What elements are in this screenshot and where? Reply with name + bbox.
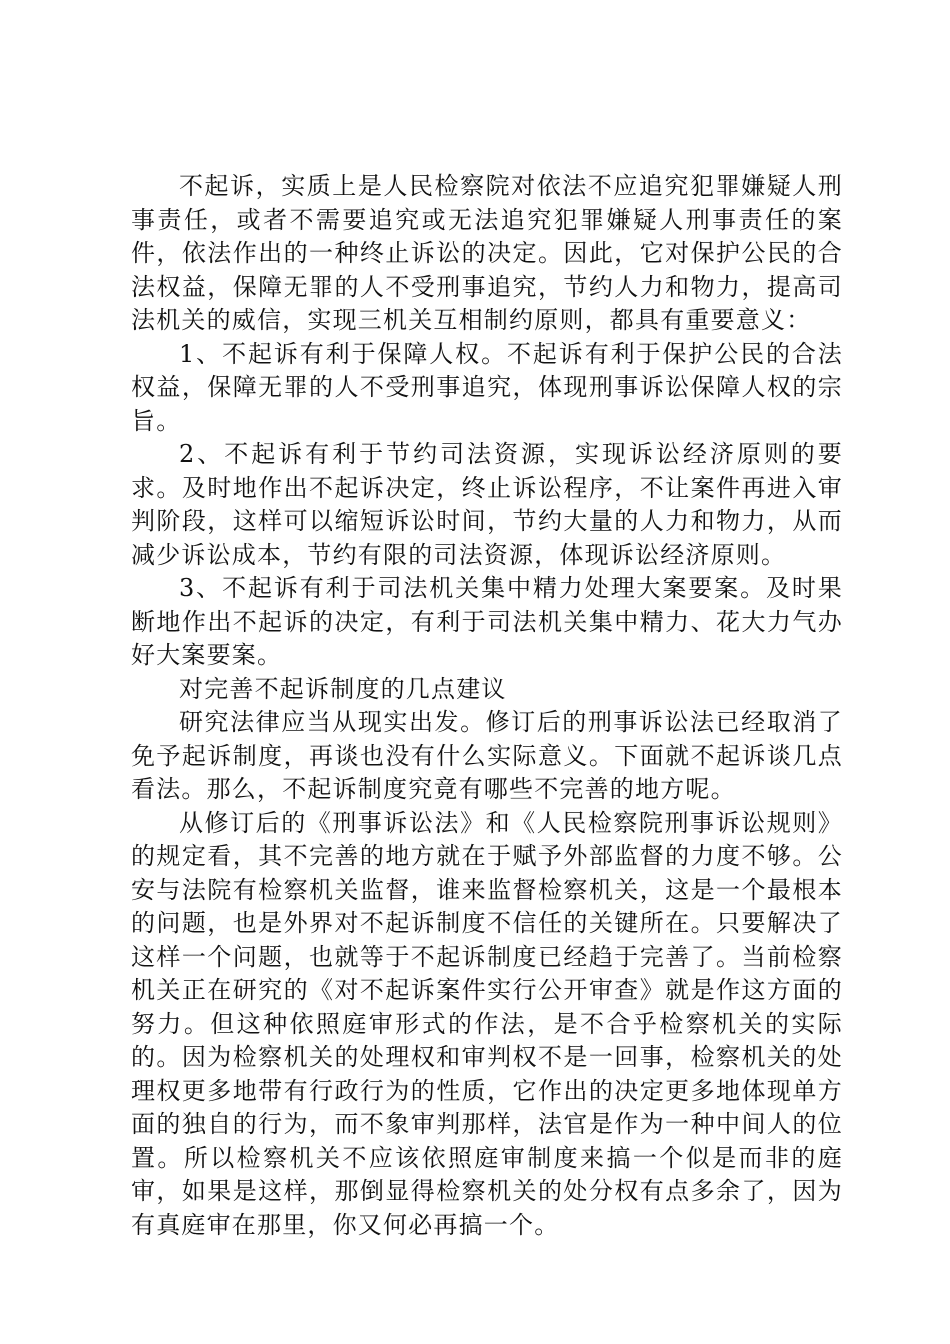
paragraph-point-1: 1、不起诉有利于保障人权。不起诉有利于保护公民的合法权益，保障无罪的人不受刑事追究，体现刑事诉讼保障人权的宗旨。 <box>131 339 843 435</box>
section-heading: 对完善不起诉制度的几点建议 <box>179 674 507 703</box>
paragraph-intro: 不起诉，实质上是人民检察院对依法不应追究犯罪嫌疑人刑事责任，或者不需要追究或无法追究犯罪嫌疑人刑事责任的案件，依法作出的一种终止诉讼的决定。因此，它对保护公民的合法权益，保障无罪的人不受刑事追究，节约人力和物力，提高司法机关的威信，实现三机关互相制约原则，都具有重要意义： <box>131 172 843 334</box>
paragraph-point-3: 3、不起诉有利于司法机关集中精力处理大案要案。及时果断地作出不起诉的决定，有利于司法机关集中精力、花大力气办好大案要案。 <box>131 574 843 669</box>
paragraph-point-2: 2、不起诉有利于节约司法资源，实现诉讼经济原则的要求。及时地作出不起诉决定，终止诉讼程序，不让案件再进入审判阶段，这样可以缩短诉讼时间，节约大量的人力和物力，从而减少诉讼成本，节约有限的司法资源，体现诉讼经济原则。 <box>131 440 843 569</box>
paragraph-research: 研究法律应当从现实出发。修订后的刑事诉讼法已经取消了免予起诉制度，再谈也没有什么实际意义。下面就不起诉谈几点看法。那么，不起诉制度究竟有哪些不完善的地方呢。 <box>131 708 843 803</box>
paragraph-analysis: 从修订后的《刑事诉讼法》和《人民检察院刑事诉讼规则》的规定看，其不完善的地方就在于赋予外部监督的力度不够。公安与法院有检察机关监督，谁来监督检察机关，这是一个最根本的问题，也是外界对不起诉制度不信任的关键所在。只要解决了这样一个问题，也就等于不起诉制度已经趋于完善了。当前检察机关正在研究的《对不起诉案件实行公开审查》就是作这方面的努力。但这种依照庭审形式的作法，是不合乎检察机关的实际的。因为检察机关的处理权和审判权不是一回事，检察机关的处理权更多地带有行政行为的性质，它作出的决定更多地体现单方面的独自的行为，而不象审判那样，法官是作为一种中间人的位置。所以检察机关不应该依照庭审制度来搞一个似是而非的庭审，如果是这样，那倒显得检察机关的处分权有点多余了，因为有真庭审在那里，你又何必再搞一个。 <box>131 808 843 1239</box>
document-body <box>131 170 843 1242</box>
